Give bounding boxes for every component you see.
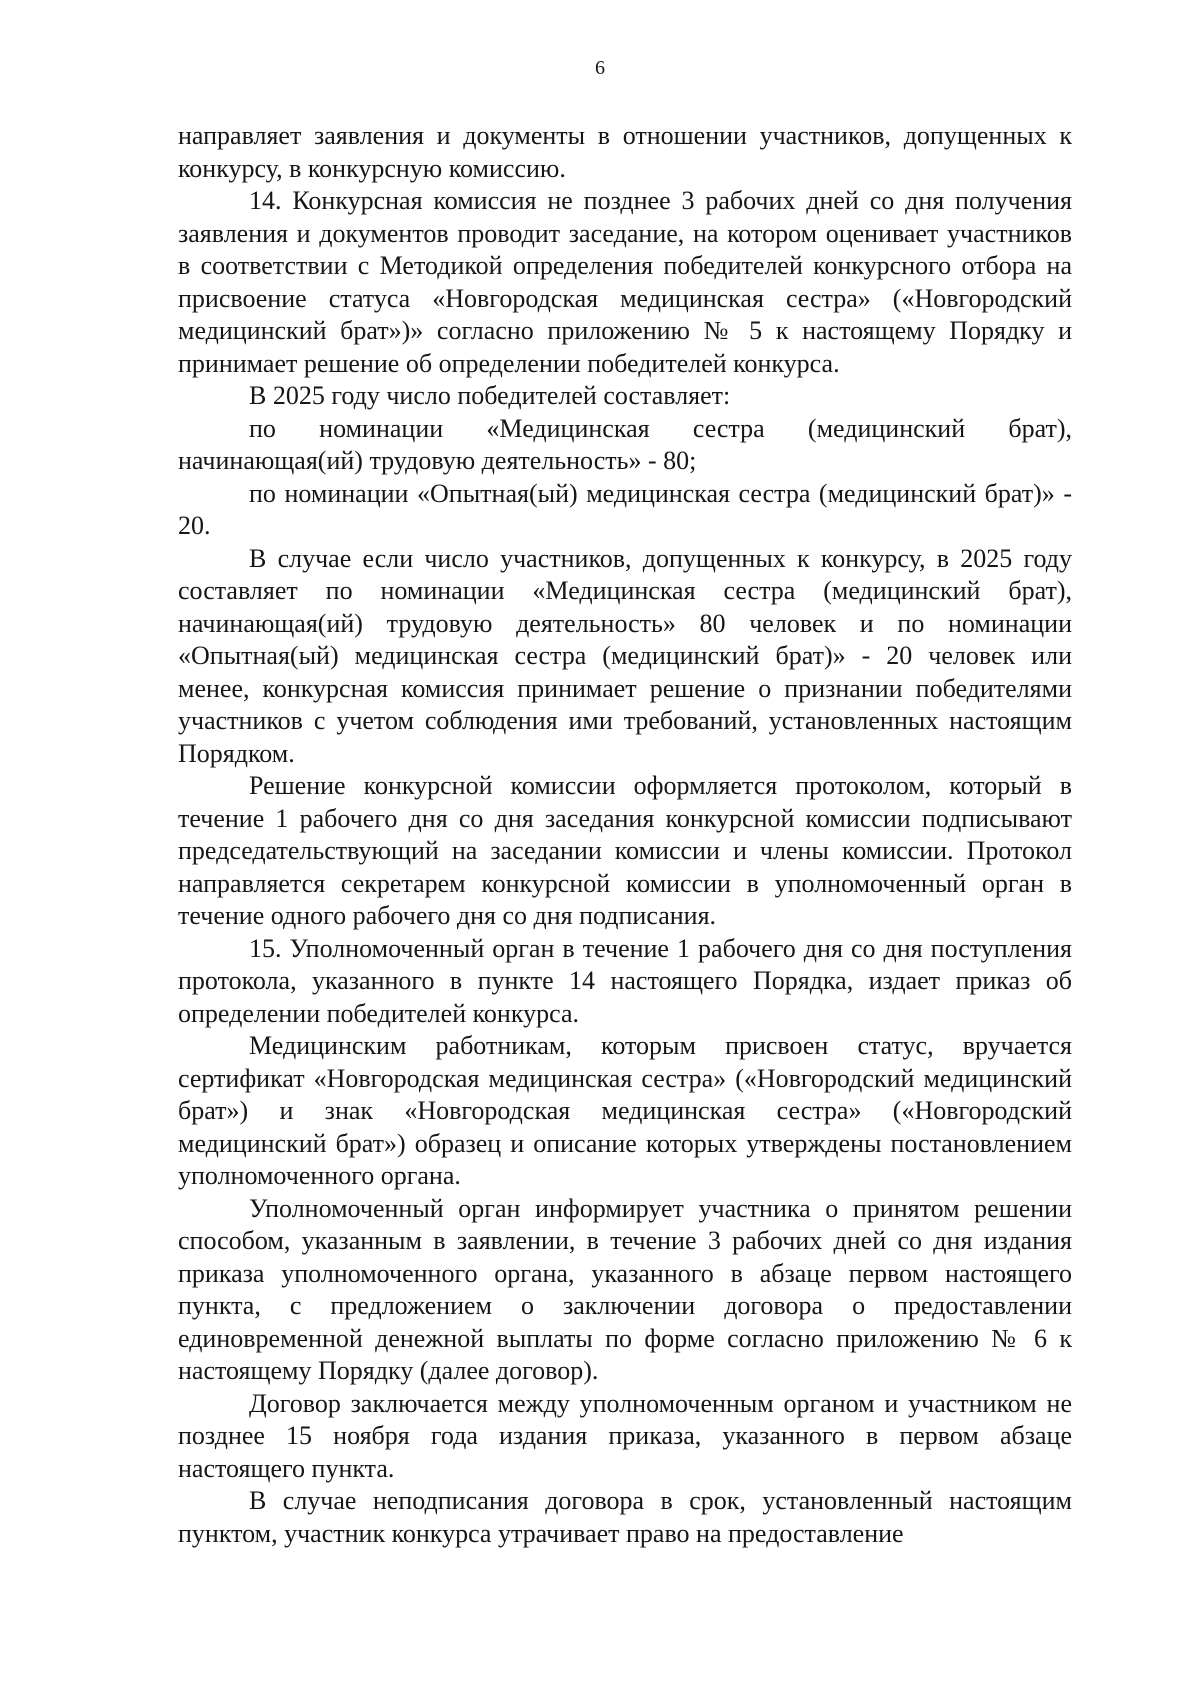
paragraph-continuation: направляет заявления и документы в отношении участников, допущенных к конкурсу, в конкурсную комиссию. <box>178 121 1072 183</box>
paragraph-item-14: 14. Конкурсная комиссия не позднее 3 рабочих дней со дня получения заявления и документов проводит заседание, на котором оценивает участников в соответствии с Методикой определения победителей конкурсного отбора на присвоение статуса «Новгородская медицинская сестра» («Новгородский медицинский брат»)» согласно приложению № 5 к настоящему Порядку и принимает решение об определении победителей конкурса. <box>178 186 1072 378</box>
paragraph-non-signing: В случае неподписания договора в срок, установленный настоящим пунктом, участник конкурса утрачивает право на предоставление <box>178 1486 1072 1548</box>
paragraph-certificate: Медицинским работникам, которым присвоен статус, вручается сертификат «Новгородская медицинская сестра» («Новгородский медицинский брат») и знак «Новгородская медицинская сестра» («Новгородский медицинский брат») образец и описание которых утверждены постановлением уполномоченного органа. <box>178 1031 1072 1190</box>
page-number: 6 <box>595 57 605 79</box>
paragraph-nomination-experienced: по номинации «Опытная(ый) медицинская сестра (медицинский брат)» - 20. <box>178 478 1072 540</box>
paragraph-item-15: 15. Уполномоченный орган в течение 1 рабочего дня со дня поступления протокола, указанного в пункте 14 настоящего Порядка, издает приказ об определении победителей конкурса. <box>178 933 1072 1028</box>
paragraph-protocol: Решение конкурсной комиссии оформляется протоколом, который в течение 1 рабочего дня со дня заседания конкурсной комиссии подписывают председательствующий на заседании комиссии и члены комиссии. Протокол направляется секретарем конкурсной комиссии в уполномоченный орган в течение одного рабочего дня со дня подписания. <box>178 771 1072 930</box>
paragraph-winners-count: В 2025 году число победителей составляет: <box>249 381 731 410</box>
paragraph-participants-case: В случае если число участников, допущенных к конкурсу, в 2025 году составляет по номинации «Медицинская сестра (медицинский брат), начинающая(ий) трудовую деятельность» 80 человек и по номинации «Опытная(ый) медицинская сестра (медицинский брат)» - 20 человек или менее, конкурсная комиссия принимает решение о признании победителями участников с учетом соблюдения ими требований, установленных настоящим Порядком. <box>178 543 1072 768</box>
document-body <box>178 120 1072 1550</box>
paragraph-nomination-beginner: по номинации «Медицинская сестра (медицинский брат), начинающая(ий) трудовую деятельность» - 80; <box>178 413 1072 475</box>
paragraph-notification: Уполномоченный орган информирует участника о принятом решении способом, указанным в заявлении, в течение 3 рабочих дней со дня издания приказа уполномоченного органа, указанного в абзаце первом настоящего пункта, с предложением о заключении договора о предоставлении единовременной денежной выплаты по форме согласно приложению № 6 к настоящему Порядку (далее договор). <box>178 1193 1072 1385</box>
paragraph-contract: Договор заключается между уполномоченным органом и участником не позднее 15 ноября года издания приказа, указанного в первом абзаце настоящего пункта. <box>178 1388 1072 1483</box>
